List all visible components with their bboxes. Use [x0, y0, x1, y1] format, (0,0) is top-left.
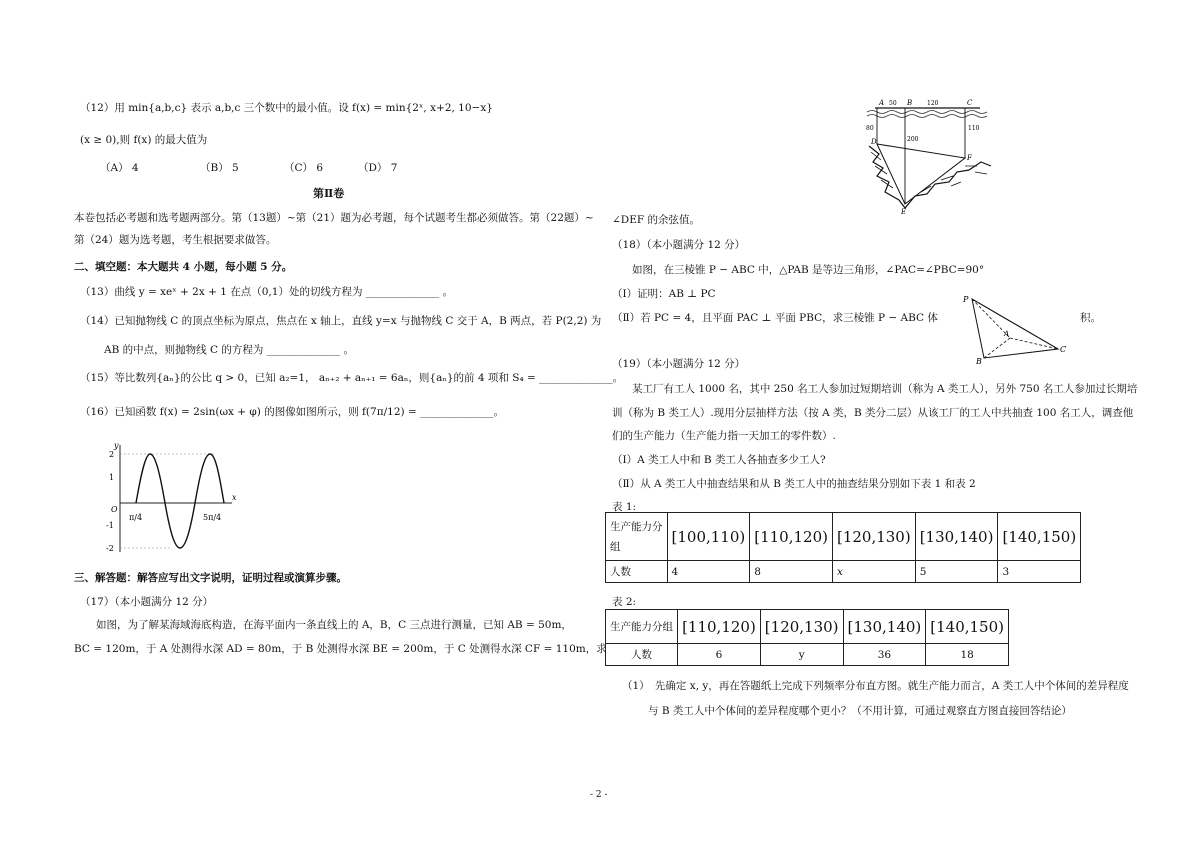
- table1-count-4: 5: [915, 561, 998, 583]
- table2-count-2: y: [760, 644, 843, 666]
- q12-line2: (x ≥ 0),则 f(x) 的最大值为: [80, 134, 208, 146]
- table1-group-3: [120,130): [832, 513, 915, 561]
- q14-line1: （14）已知抛物线 C 的顶点坐标为原点，焦点在 x 轴上，直线 y=x 与抛物线 C 交于 A，B 两点，若 P(2,2) 为: [80, 315, 602, 327]
- table2-group-2: [120,130): [760, 610, 843, 644]
- table1-count-2: 8: [750, 561, 833, 583]
- label-cf: 110: [968, 125, 980, 132]
- point-p: P: [963, 295, 969, 304]
- label-ad: 80: [866, 125, 874, 132]
- q12-option-d: （D） 7: [358, 162, 398, 174]
- origin-label: O: [111, 505, 118, 514]
- q19-header: （19）（本小题满分 12 分）: [612, 358, 746, 370]
- point-d: D: [871, 138, 877, 146]
- q13: （13）曲线 y = xeˣ + 2x + 1 在点（0,1）处的切线方程为 ______________ 。: [80, 286, 454, 298]
- label-ab: 50: [889, 100, 897, 107]
- table2-group-4: [140,150): [926, 610, 1009, 644]
- point-a-tetra: A: [1004, 330, 1010, 338]
- table2-header-label: 生产能力分组: [606, 610, 678, 644]
- q15: （15）等比数列{aₙ}的公比 q > 0，已知 a₂=1， aₙ₊₂ + aₙ₊₁ = 6aₙ，则{aₙ}的前 4 项和 S₄ = ______________。: [80, 372, 624, 384]
- q19-sub1-line1: （1） 先确定 x, y，再在答题纸上完成下列频率分布直方图。就生产能力而言，A 类工人中个体间的差异程度: [622, 680, 1129, 692]
- q14-line2: AB 的中点，则抛物线 C 的方程为 ______________ 。: [104, 344, 355, 356]
- table2-group-1: [110,120): [678, 610, 761, 644]
- q19-sub1-line2: 与 B 类工人中个体间的差异程度哪个更小？（不用计算，可通过观察直方图直接回答结论）: [648, 705, 1072, 717]
- table1-group-2: [110,120): [750, 513, 833, 561]
- part2-intro-1: 本卷包括必考题和选考题两部分。第（13题）~第（21）题为必考题，每个试题考生都必须做答。第（22题）~: [74, 212, 594, 224]
- y-tick-1: 1: [109, 473, 115, 482]
- y-axis-label: y: [114, 441, 119, 450]
- q18-part1: （Ⅰ）证明：AB ⊥ PC: [612, 288, 716, 300]
- tetrahedron-figure: [962, 294, 1072, 364]
- q16: （16）已知函数 f(x) = 2sin(ωx + φ) 的图像如图所示，则 f(7π/12) = ______________。: [80, 406, 505, 418]
- point-c-tetra: C: [1060, 345, 1067, 354]
- sea-floor-figure: [865, 96, 995, 216]
- q18-line1: 如图，在三棱锥 P − ABC 中，△PAB 是等边三角形，∠PAC=∠PBC=90°: [632, 264, 985, 276]
- table1-label: 表 1:: [612, 501, 637, 513]
- table1-group-5: [140,150): [998, 513, 1081, 561]
- table1-header-label: 生产能力分 组: [606, 513, 668, 561]
- point-f: F: [967, 154, 972, 162]
- sine-graph: [100, 440, 240, 555]
- table1-count-5: 3: [998, 561, 1081, 583]
- part2-intro-2: 第（24）题为选考题，考生根据要求做答。: [74, 234, 277, 246]
- q18-part2b: 积。: [1080, 312, 1101, 324]
- table2-label: 表 2:: [612, 596, 637, 608]
- fill-section-heading: 二、填空题：本大题共 4 小题，每小题 5 分。: [74, 261, 293, 273]
- q19-line3: 们的生产能力（生产能力指一天加工的零件数）.: [612, 430, 836, 442]
- point-b: B: [907, 99, 913, 107]
- part2-title: 第Ⅱ卷: [313, 187, 345, 200]
- q19-line1: 某工厂有工人 1000 名，其中 250 名工人参加过短期培训（称为 A 类工人），另外 750 名工人参加过长期培: [632, 383, 1138, 395]
- point-c: C: [967, 99, 973, 107]
- table2-group-3: [130,140): [843, 610, 926, 644]
- q12-option-c: （C） 6: [284, 162, 324, 174]
- table2-count-4: 18: [926, 644, 1009, 666]
- q18-header: （18）（本小题满分 12 分）: [612, 239, 746, 251]
- sine-curve: [136, 454, 224, 548]
- q17-line1: 如图，为了解某海域海底构造，在海平面内一条直线上的 A，B，C 三点进行测量，已知 AB = 50m，: [96, 619, 572, 631]
- x-tick-5pi-4: 5π/4: [203, 513, 222, 522]
- y-tick-minus-2: -2: [106, 544, 114, 553]
- x-axis-label: x: [232, 493, 237, 502]
- q17-header: （17）（本小题满分 12 分）: [80, 596, 214, 608]
- q19-part1: （Ⅰ）A 类工人中和 B 类工人各抽查多少工人?: [612, 454, 826, 466]
- table-2: [605, 609, 1009, 666]
- y-tick-minus-1: -1: [106, 521, 114, 530]
- q12-option-b: （B） 5: [200, 162, 239, 174]
- point-e: E: [901, 208, 907, 216]
- q12-option-a: （A） 4: [100, 162, 139, 174]
- table1-count-3: x: [832, 561, 915, 583]
- page-number: - 2 -: [590, 790, 608, 800]
- q17-tail: ∠DEF 的余弦值。: [612, 214, 701, 226]
- solve-section-heading: 三、解答题：解答应写出文字说明，证明过程或演算步骤。: [74, 572, 347, 584]
- table2-row-label: 人数: [606, 644, 678, 666]
- point-a: A: [879, 99, 885, 107]
- table1-count-1: 4: [667, 561, 750, 583]
- q19-line2: 训（称为 B 类工人）.现用分层抽样方法（按 A 类，B 类分二层）从该工厂的工人中共抽查 100 名工人，调查他: [612, 407, 1134, 419]
- q12-line1: （12）用 min{a,b,c} 表示 a,b,c 三个数中的最小值。设 f(x) = min{2ˣ, x+2, 10−x}: [80, 102, 493, 114]
- table-1: [605, 512, 1081, 583]
- table1-group-4: [130,140): [915, 513, 998, 561]
- label-bc: 120: [927, 100, 939, 107]
- label-be: 200: [907, 136, 919, 143]
- y-tick-2: 2: [109, 450, 115, 459]
- q18-part2a: （Ⅱ）若 PC = 4，且平面 PAC ⊥ 平面 PBC，求三棱锥 P − ABC 体: [612, 312, 938, 324]
- q19-part2: （Ⅱ）从 A 类工人中抽查结果和从 B 类工人中的抽查结果分别如下表 1 和表 2: [612, 478, 976, 490]
- table2-count-3: 36: [843, 644, 926, 666]
- point-b-tetra: B: [976, 357, 982, 366]
- q17-line2: BC = 120m，于 A 处测得水深 AD = 80m，于 B 处测得水深 BE = 200m，于 C 处测得水深 CF = 110m，求: [74, 643, 607, 655]
- x-tick-pi-4: π/4: [129, 513, 143, 522]
- table1-row-label: 人数: [606, 561, 668, 583]
- table1-group-1: [100,110): [667, 513, 750, 561]
- table2-count-1: 6: [678, 644, 761, 666]
